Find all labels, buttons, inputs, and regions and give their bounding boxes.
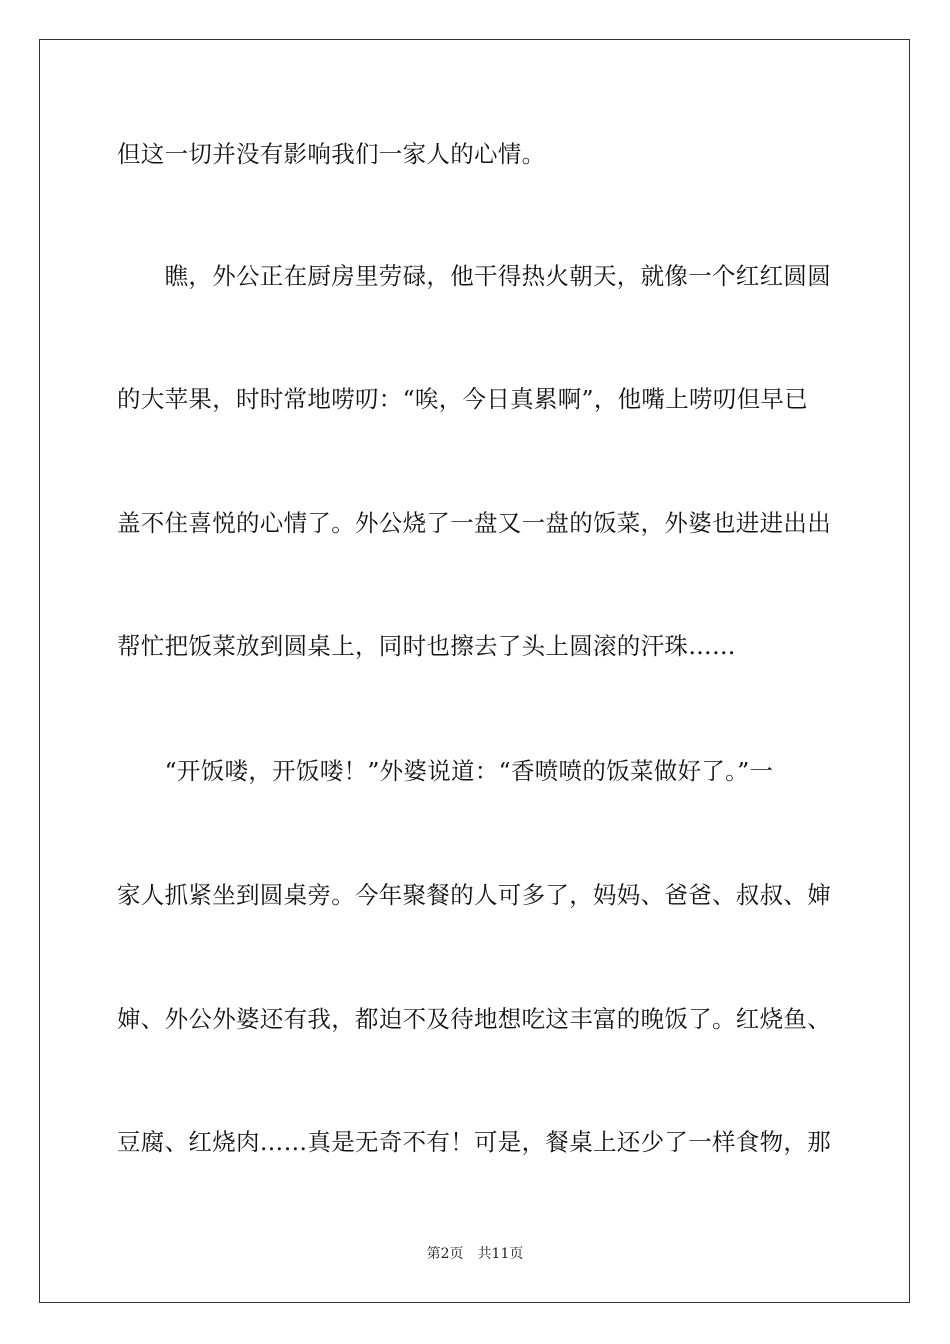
body-text-line: 瞧，外公正在厨房里劳碌，他干得热火朝天，就像一个红红圆圆 xyxy=(117,262,831,290)
page-border xyxy=(39,39,910,1303)
body-text-line: 盖不住喜悦的心情了。外公烧了一盘又一盘的饭菜，外婆也进进出出 xyxy=(117,509,831,537)
page-footer xyxy=(0,1245,950,1263)
body-text-line: 家人抓紧坐到圆桌旁。今年聚餐的人可多了，妈妈、爸爸、叔叔、婶 xyxy=(117,881,831,909)
body-text-line: “开饭喽，开饭喽！”外婆说道：“香喷喷的饭菜做好了。”一 xyxy=(117,757,774,785)
body-text-line: 豆腐、红烧肉……真是无奇不有！可是，餐桌上还少了一样食物，那 xyxy=(117,1128,831,1156)
body-text-line: 帮忙把饭菜放到圆桌上，同时也擦去了头上圆滚的汗珠…… xyxy=(117,632,736,660)
body-text-line: 但这一切并没有影响我们一家人的心情。 xyxy=(117,140,546,168)
page-total: 共11页 xyxy=(477,1246,524,1262)
body-text-line: 婶、外公外婆还有我，都迫不及待地想吃这丰富的晚饭了。红烧鱼、 xyxy=(117,1005,831,1033)
page-number: 第2页 xyxy=(426,1246,464,1262)
body-text-line: 的大苹果，时时常地唠叨：“唉，今日真累啊”，他嘴上唠叨但早已 xyxy=(117,385,809,413)
